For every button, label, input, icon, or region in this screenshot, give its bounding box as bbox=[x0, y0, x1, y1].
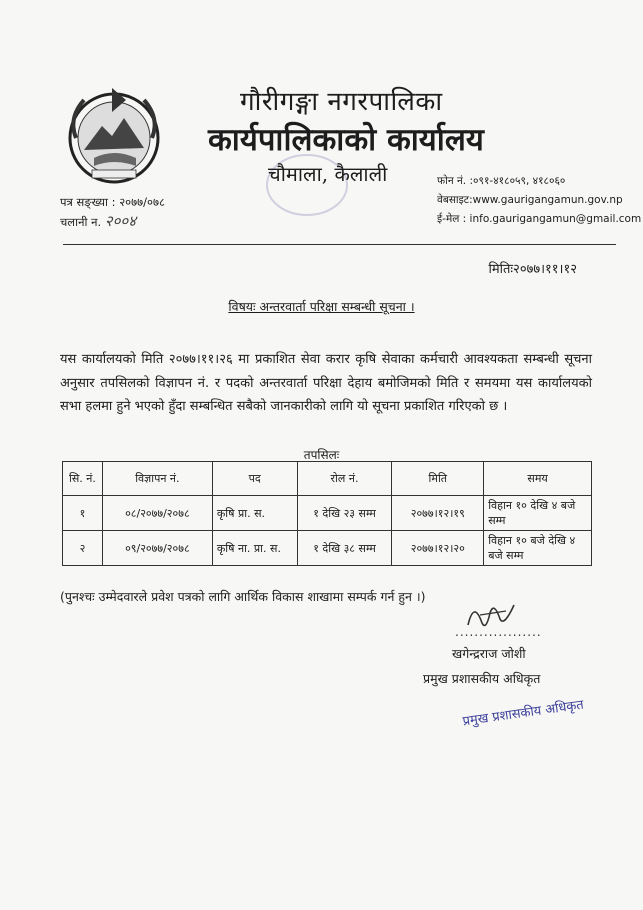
office-name: कार्यपालिकाको कार्यालय bbox=[208, 122, 484, 158]
cell-post: कृषि ना. प्रा. स. bbox=[212, 531, 297, 566]
cell-ad-no: ०९/२०७७/२०७८ bbox=[102, 531, 212, 566]
org-name: गौरीगङ्गा नगरपालिका bbox=[240, 87, 443, 117]
reference-block bbox=[60, 193, 165, 232]
table-caption: तपसिलः bbox=[303, 448, 340, 462]
cell-sn: २ bbox=[63, 531, 103, 566]
subject-line bbox=[0, 298, 643, 315]
header-date: मिति bbox=[392, 462, 484, 496]
postscript-note: (पुनश्चः उम्मेदवारले प्रवेश पत्रको लागि आर्थिक विकास शाखामा सम्पर्क गर्न हुन ।) bbox=[60, 589, 426, 604]
letter-number: पत्र सङ्ख्या : २०७७/०७८ bbox=[60, 195, 165, 209]
official-stamp: प्रमुख प्रशासकीय अधिकृत bbox=[461, 697, 585, 730]
cell-post: कृषि प्रा. स. bbox=[212, 496, 297, 531]
email-link[interactable]: ई-मेल : info.gaurigangamun@gmail.com bbox=[437, 213, 642, 225]
notice-date: मितिः२०७७।११।१२ bbox=[488, 262, 577, 277]
cell-roll-no: १ देखि ३८ सम्म bbox=[297, 531, 392, 566]
signature-line: .................. bbox=[455, 625, 542, 639]
subject-text: विषयः अन्तरवार्ता परिक्षा सम्बन्धी सूचना । bbox=[228, 299, 415, 314]
dispatch-number: २००४ bbox=[104, 212, 136, 230]
header-time: समय bbox=[484, 462, 592, 496]
nepal-emblem-logo bbox=[64, 78, 164, 188]
schedule-table bbox=[62, 461, 592, 566]
cell-time: विहान १० देखि ४ बजे सम्म bbox=[484, 496, 592, 531]
signer-title: प्रमुख प्रशासकीय अधिकृत bbox=[423, 671, 541, 686]
notice-body: यस कार्यालयको मिति २०७७।११।२६ मा प्रकाशित सेवा करार कृषि सेवाका कर्मचारी आवश्यकता सम्बन्धी सूचना अनुसार तपसिलको विज्ञापन नं. र पदको अन्तरवार्ता परिक्षा देहाय बमोजिमको मिति र समयमा यस कार्यालयको सभा हलमा हुने भएको हुँदा सम्बन्धित सबैको जानकारीको लागि यो सूचना प्रकाशित गरिएको छ । bbox=[60, 352, 592, 414]
cell-date: २०७७।१२।१९ bbox=[392, 496, 484, 531]
phone-text: फोन नं. :०९१-४१८०५९, ४१८०६० bbox=[437, 175, 566, 187]
dispatch-number-row bbox=[60, 212, 165, 232]
contact-block bbox=[437, 172, 641, 229]
cell-roll-no: १ देखि २३ सम्म bbox=[297, 496, 392, 531]
website-link[interactable]: वेबसाइट:www.gaurigangamun.gov.np bbox=[437, 194, 623, 206]
table-row bbox=[63, 531, 592, 566]
table-row bbox=[63, 496, 592, 531]
header-sn: सि. नं. bbox=[63, 462, 103, 496]
header-post: पद bbox=[212, 462, 297, 496]
cell-sn: १ bbox=[63, 496, 103, 531]
table-header-row bbox=[63, 462, 592, 496]
signer-name: खगेन्द्रराज जोशी bbox=[452, 646, 526, 661]
header-ad-no: विज्ञापन नं. bbox=[102, 462, 212, 496]
cell-ad-no: ०८/२०७७/२०७८ bbox=[102, 496, 212, 531]
header-roll-no: रोल नं. bbox=[297, 462, 392, 496]
dispatch-label: चलानी न. bbox=[60, 215, 102, 229]
cell-time: विहान १० बजे देखि ४ बजे सम्म bbox=[484, 531, 592, 566]
office-location: चौमाला, कैलाली bbox=[268, 162, 388, 186]
cell-date: २०७७।१२।२० bbox=[392, 531, 484, 566]
header-divider bbox=[63, 244, 616, 245]
